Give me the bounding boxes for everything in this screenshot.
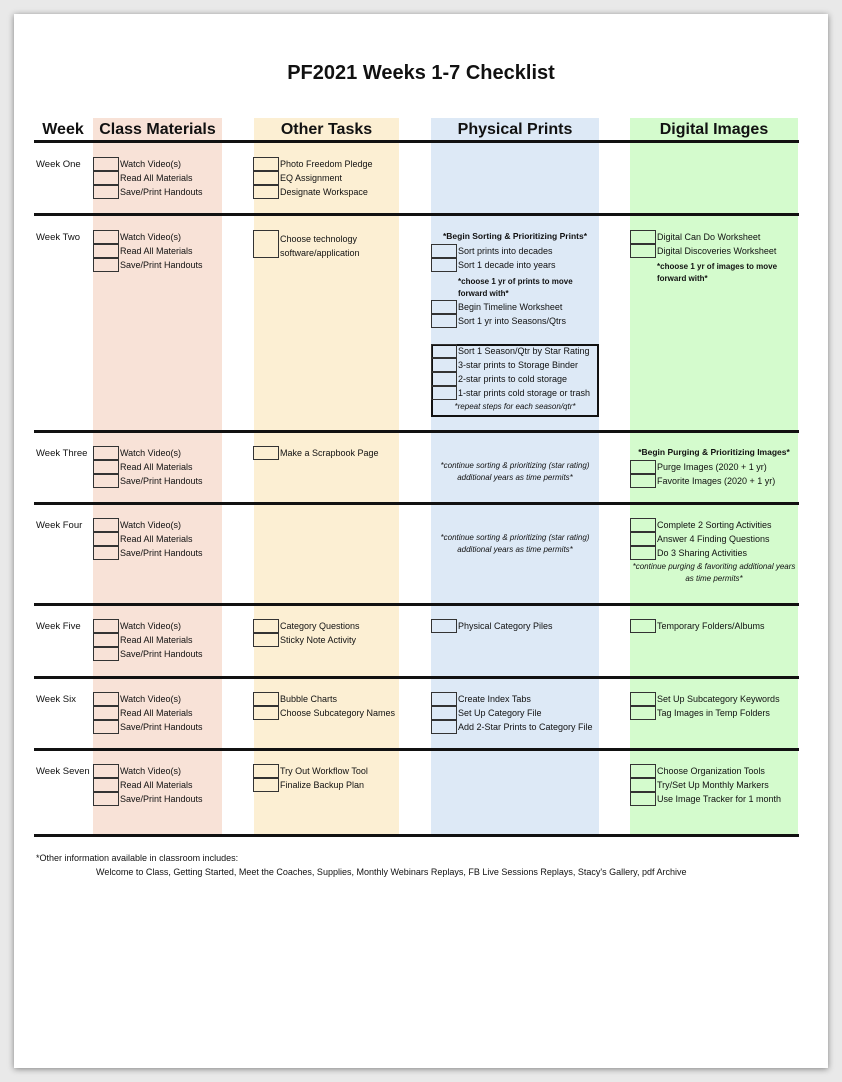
checkbox[interactable] <box>93 258 119 272</box>
checkbox[interactable] <box>431 300 457 314</box>
class-materials-item: Read All Materials <box>120 246 193 256</box>
checkbox[interactable] <box>253 778 279 792</box>
digital-images-continue-note: *continue purging & favoriting additional years as time permits* <box>632 562 796 583</box>
checkbox[interactable] <box>431 372 457 386</box>
checkbox[interactable] <box>630 706 656 720</box>
digital-images-item: Temporary Folders/Albums <box>657 621 765 631</box>
checkbox[interactable] <box>93 532 119 546</box>
other-task-item: Choose technology software/application <box>280 234 360 258</box>
checkbox[interactable] <box>93 460 119 474</box>
page-title: PF2021 Weeks 1-7 Checklist <box>287 62 555 84</box>
week-divider <box>34 603 799 606</box>
checkbox[interactable] <box>630 778 656 792</box>
checkbox[interactable] <box>431 386 457 400</box>
class-materials-item: Watch Video(s) <box>120 621 182 631</box>
checkbox[interactable] <box>93 171 119 185</box>
physical-prints-item: Sort prints into decades <box>458 246 553 256</box>
week-header: Week <box>42 121 84 138</box>
other-task-item: Make a Scrapbook Page <box>280 448 379 458</box>
checkbox[interactable] <box>93 720 119 734</box>
class-materials-item: Save/Print Handouts <box>120 260 203 270</box>
checkbox[interactable] <box>93 185 119 199</box>
class-materials-item: Watch Video(s) <box>120 694 182 704</box>
checkbox[interactable] <box>93 778 119 792</box>
class-materials-item: Watch Video(s) <box>120 232 182 242</box>
week-label: Week Seven <box>36 766 90 777</box>
checkbox[interactable] <box>630 792 656 806</box>
class-materials-item: Watch Video(s) <box>120 448 182 458</box>
digital-images-item: Complete 2 Sorting Activities <box>657 520 772 530</box>
physical-prints-item: 3-star prints to Storage Binder <box>458 360 579 370</box>
digital-images-header: Digital Images <box>659 121 769 138</box>
checkbox[interactable] <box>431 619 457 633</box>
checkbox[interactable] <box>431 706 457 720</box>
physical-prints-item: Sort 1 Season/Qtr by Star Rating <box>458 346 590 356</box>
class-materials-item: Save/Print Handouts <box>120 476 203 486</box>
checkbox[interactable] <box>93 446 119 460</box>
digital-images-item: Purge Images (2020 + 1 yr) <box>657 462 767 472</box>
checkbox[interactable] <box>431 344 457 358</box>
footer-resources: Welcome to Class, Getting Started, Meet the Coaches, Supplies, Monthly Webinars Replays, FB Live Sessions Replays, Stacy's Gallery, pdf Archive <box>96 867 687 877</box>
class-materials-item: Read All Materials <box>120 173 193 183</box>
other-task-item: Try Out Workflow Tool <box>280 766 368 776</box>
checkbox[interactable] <box>253 633 279 647</box>
checkbox[interactable] <box>253 764 279 778</box>
digital-images-note: *choose 1 yr of images to move forward with* <box>657 262 778 283</box>
physical-prints-continue-note: *continue sorting & prioritizing (star rating) additional years as time permits* <box>440 533 590 554</box>
physical-prints-item: 2-star prints to cold storage <box>458 374 568 384</box>
checkbox[interactable] <box>630 619 656 633</box>
checkbox[interactable] <box>630 474 656 488</box>
checkbox[interactable] <box>93 647 119 661</box>
footer-note: *Other information available in classroom includes: <box>36 853 239 863</box>
class-materials-item: Save/Print Handouts <box>120 187 203 197</box>
checkbox[interactable] <box>93 706 119 720</box>
week-divider <box>34 676 799 679</box>
class-materials-item: Save/Print Handouts <box>120 722 203 732</box>
checkbox[interactable] <box>431 314 457 328</box>
checkbox[interactable] <box>630 460 656 474</box>
physical-prints-item: Begin Timeline Worksheet <box>458 302 563 312</box>
checkbox[interactable] <box>93 692 119 706</box>
physical-prints-continue-note: *continue sorting & prioritizing (star rating) additional years as time permits* <box>440 461 590 482</box>
class-materials-item: Read All Materials <box>120 462 193 472</box>
week-label: Week Five <box>36 621 81 632</box>
class-materials-item: Read All Materials <box>120 708 193 718</box>
week-label: Week Four <box>36 520 83 531</box>
digital-images-item: Favorite Images (2020 + 1 yr) <box>657 476 776 486</box>
physical-prints-item: Set Up Category File <box>458 708 542 718</box>
class-materials-item: Save/Print Handouts <box>120 649 203 659</box>
checkbox[interactable] <box>93 792 119 806</box>
digital-images-item: Use Image Tracker for 1 month <box>657 794 782 804</box>
other-task-item: EQ Assignment <box>280 173 343 183</box>
week-label: Week Six <box>36 694 76 705</box>
checkbox[interactable] <box>93 764 119 778</box>
checkbox[interactable] <box>93 619 119 633</box>
checkbox[interactable] <box>253 185 279 199</box>
checkbox[interactable] <box>253 171 279 185</box>
checkbox[interactable] <box>431 720 457 734</box>
class-materials-item: Watch Video(s) <box>120 159 182 169</box>
checkbox[interactable] <box>93 244 119 258</box>
class-materials-item: Read All Materials <box>120 780 193 790</box>
checkbox[interactable] <box>93 157 119 171</box>
other-task-item: Bubble Charts <box>280 694 338 704</box>
class-materials-item: Watch Video(s) <box>120 520 182 530</box>
checkbox[interactable] <box>253 692 279 706</box>
checkbox[interactable] <box>431 244 457 258</box>
physical-prints-item: Create Index Tabs <box>458 694 531 704</box>
week-label: Week One <box>36 159 81 170</box>
checkbox[interactable] <box>630 518 656 532</box>
checkbox[interactable] <box>630 244 656 258</box>
class-materials-item: Save/Print Handouts <box>120 794 203 804</box>
digital-images-item: Set Up Subcategory Keywords <box>657 694 780 704</box>
other-tasks-header: Other Tasks <box>280 121 373 138</box>
other-task-item: Category Questions <box>280 621 360 631</box>
checkbox[interactable] <box>93 474 119 488</box>
digital-images-heading: *Begin Purging & Prioritizing Images* <box>638 447 790 457</box>
physical-prints-heading: *Begin Sorting & Prioritizing Prints* <box>442 231 588 241</box>
physical-prints-note: *choose 1 yr of prints to move forward with* <box>458 277 573 298</box>
digital-images-item: Try/Set Up Monthly Markers <box>657 780 769 790</box>
digital-images-item: Digital Can Do Worksheet <box>657 232 761 242</box>
physical-prints-repeat-note: *repeat steps for each season/qtr* <box>454 402 576 411</box>
physical-prints-item: Physical Category Piles <box>458 621 553 631</box>
other-task-item: Designate Workspace <box>280 187 368 197</box>
checkbox[interactable] <box>630 764 656 778</box>
checkbox[interactable] <box>253 157 279 171</box>
physical-prints-header: Physical Prints <box>457 121 573 138</box>
class-materials-item: Watch Video(s) <box>120 766 182 776</box>
bottom-rule <box>34 834 799 837</box>
checkbox[interactable] <box>253 446 279 460</box>
class-materials-item: Read All Materials <box>120 534 193 544</box>
week-divider <box>34 430 799 433</box>
checkbox[interactable] <box>93 633 119 647</box>
class-materials-item: Read All Materials <box>120 635 193 645</box>
checkbox[interactable] <box>431 258 457 272</box>
checkbox[interactable] <box>431 358 457 372</box>
week-label: Week Two <box>36 232 81 243</box>
checkbox[interactable] <box>93 518 119 532</box>
physical-prints-item: 1-star prints cold storage or trash <box>458 388 591 398</box>
other-task-item: Finalize Backup Plan <box>280 780 365 790</box>
checkbox[interactable] <box>253 706 279 720</box>
digital-images-item: Tag Images in Temp Folders <box>657 708 770 718</box>
class-materials-header: Class Materials <box>99 121 216 138</box>
physical-prints-item: Add 2-Star Prints to Category File <box>458 722 593 732</box>
checkbox[interactable] <box>630 230 656 244</box>
other-task-item: Sticky Note Activity <box>280 635 357 645</box>
other-task-item: Photo Freedom Pledge <box>280 159 373 169</box>
physical-prints-item: Sort 1 decade into years <box>458 260 556 270</box>
week-divider <box>34 748 799 751</box>
checkbox[interactable] <box>431 692 457 706</box>
checkbox[interactable] <box>630 692 656 706</box>
week-label: Week Three <box>36 448 88 459</box>
digital-images-item: Answer 4 Finding Questions <box>657 534 770 544</box>
checkbox[interactable] <box>630 546 656 560</box>
other-tasks-column <box>254 118 399 836</box>
other-task-item: Choose Subcategory Names <box>280 708 396 718</box>
checkbox[interactable] <box>253 619 279 633</box>
checkbox[interactable] <box>93 230 119 244</box>
digital-images-item: Digital Discoveries Worksheet <box>657 246 777 256</box>
week-divider <box>34 502 799 505</box>
digital-images-item: Choose Organization Tools <box>657 766 765 776</box>
class-materials-item: Save/Print Handouts <box>120 548 203 558</box>
physical-prints-item: Sort 1 yr into Seasons/Qtrs <box>458 316 567 326</box>
checkbox[interactable] <box>253 230 279 258</box>
header-rule <box>34 140 799 143</box>
digital-images-item: Do 3 Sharing Activities <box>657 548 748 558</box>
checkbox[interactable] <box>630 532 656 546</box>
checkbox[interactable] <box>93 546 119 560</box>
week-divider <box>34 213 799 216</box>
